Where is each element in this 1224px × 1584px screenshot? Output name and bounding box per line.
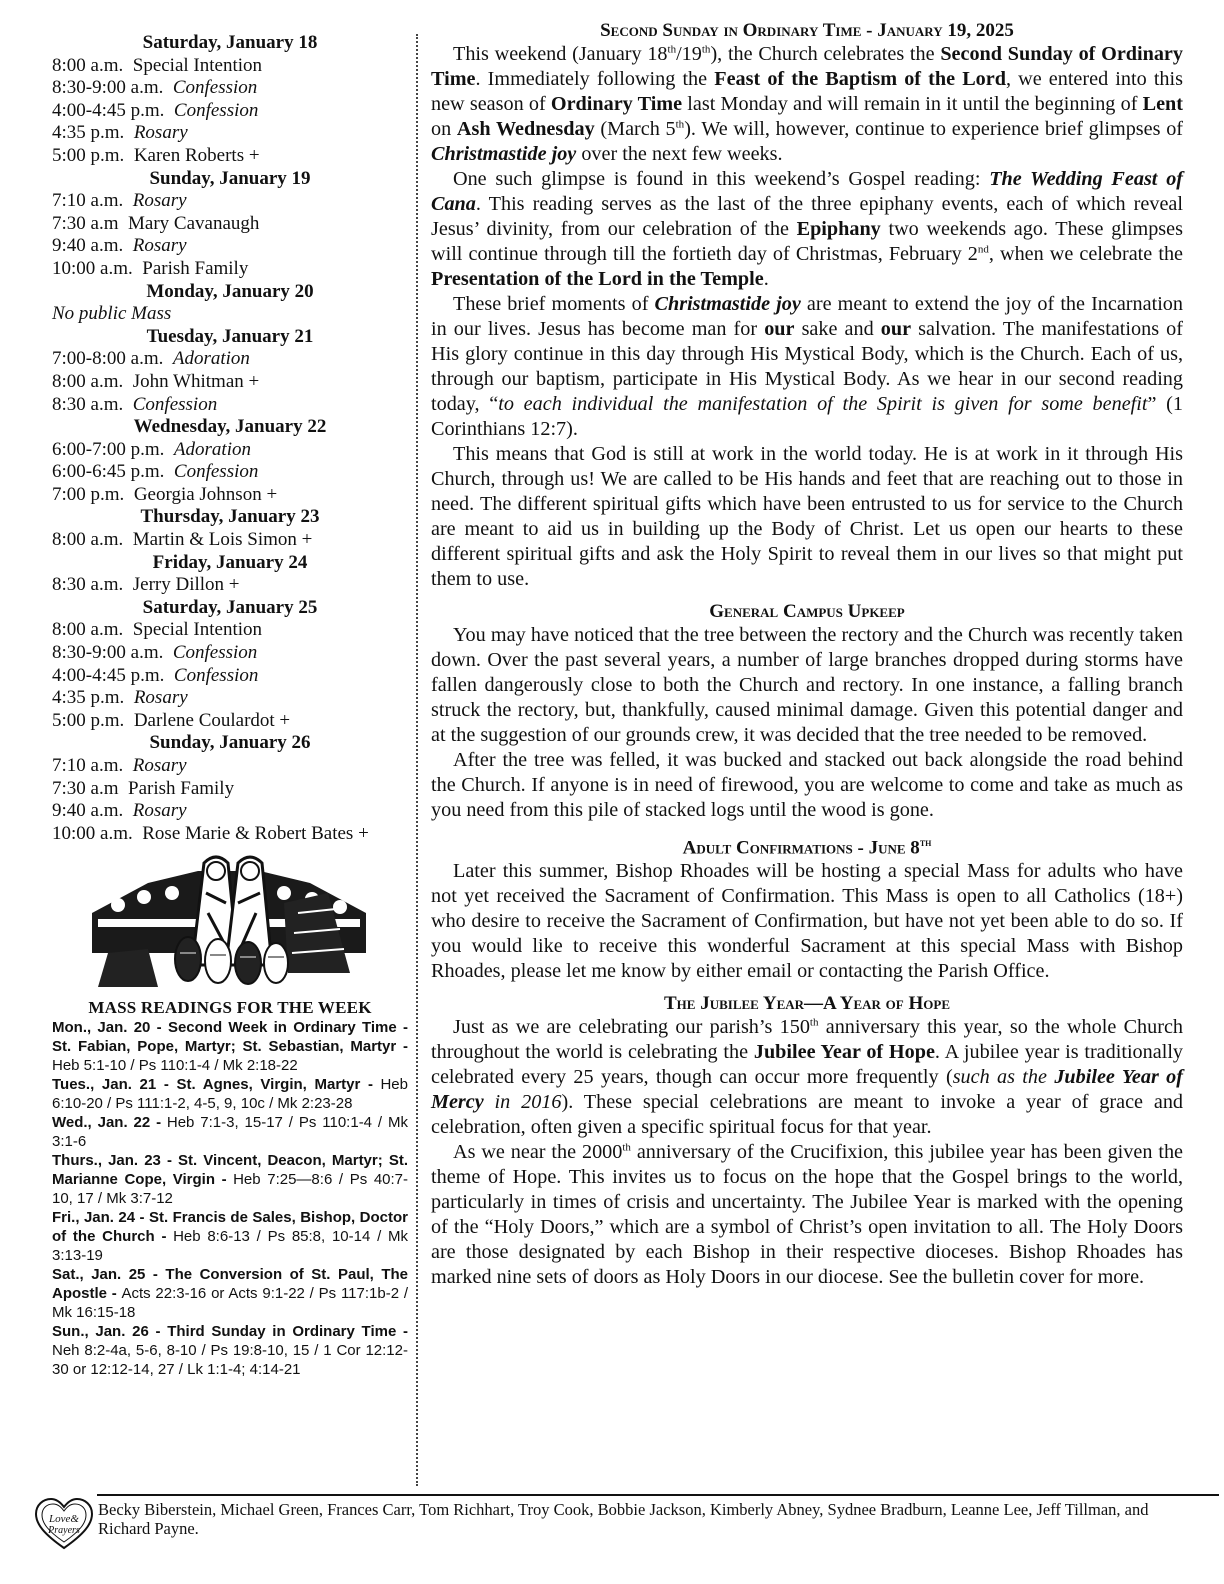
love-and-prayers-heart-logo [34, 1496, 94, 1552]
schedule-intention: Karen Roberts + [133, 144, 260, 166]
schedule-time: 6:00-6:45 p.m. [52, 461, 165, 483]
schedule-entry [52, 394, 408, 417]
schedule-time: 4:00-4:45 p.m. [52, 664, 165, 686]
schedule-time: 7:10 a.m. [52, 755, 124, 776]
reading-references: Neh 8:2-4a, 5-6, 8-10 / Ps 19:8-10, 15 / 1 Cor 12:12-30 or 12:12-14, 27 / Lk 1:1-4; 4:14-21 [52, 1342, 408, 1379]
jubilee-paragraph-1: Just as we are celebrating our parish’s 150th anniversary this year, so the whole Church throughout the world is celebrating the Jubilee Year of Hope. A jubilee year is traditionally celebrated every 25 years, though can occur more frequently (such as the Jubilee Year of Mercy in 2016). These special celebrations are meant to invoke a year of grace and celebration, often given a specific spiritual focus for that year. [431, 1016, 1184, 1139]
svg-text:Prayers: Prayers [48, 1525, 80, 1536]
schedule-time: 7:00 p.m. [52, 483, 125, 505]
schedule-time: 10:00 a.m. [52, 257, 133, 279]
schedule-time: 7:10 a.m. [52, 190, 124, 212]
schedule-entry [52, 145, 408, 168]
schedule-intention: Georgia Johnson + [133, 483, 278, 505]
schedule-day-heading: Sunday, January 26 [149, 732, 311, 754]
schedule-intention: Special Intention [132, 54, 263, 76]
schedule-entry [52, 823, 408, 846]
schedule-time: 8:00 a.m. [52, 54, 124, 76]
schedule-time: 8:00 a.m. [52, 370, 124, 392]
articles-column [431, 20, 1183, 1290]
schedule-entry [52, 190, 408, 213]
schedule-time: 7:30 a.m [52, 777, 119, 799]
schedule-day-heading: Wednesday, January 22 [133, 416, 327, 438]
second-sunday-paragraph-3: These brief moments of Christmastide joy are meant to extend the joy of the Incarnation in our lives. Jesus has become man for our sake and our salvation. The manifestations of His glory continue in this day through His Mystical Body, which is the Church. Each of us, through our baptism, participate in His Mystical Body. As we hear in our second reading today, “to each individual the manifestation of the Spirit is given for some benefit” (1 Corinthians 12:7). [431, 293, 1183, 440]
svg-text:Love&: Love& [49, 1513, 79, 1525]
schedule-entry [52, 258, 408, 281]
schedule-entry [52, 529, 408, 552]
schedule-intention: No public Mass [52, 303, 172, 325]
reading-entry [52, 1265, 408, 1322]
schedule-entry [52, 484, 408, 507]
reading-entry [52, 1151, 408, 1208]
schedule-time: 7:30 a.m [52, 212, 119, 234]
schedule-time: 9:40 a.m. [52, 235, 124, 257]
schedule-time: 5:00 p.m. [52, 709, 125, 731]
mass-schedule [52, 32, 408, 845]
schedule-entry [52, 778, 408, 801]
schedule-entry [52, 687, 408, 710]
reading-references: Heb 7:1-3, 15-17 / Ps 110:1-4 / Mk 3:1-6 [52, 1114, 408, 1151]
schedule-intention: Rosary [133, 687, 188, 709]
schedule-intention: Confession [173, 99, 259, 121]
schedule-intention: Rose Marie & Robert Bates + [142, 822, 369, 844]
schedule-entry [52, 303, 408, 326]
confirmations-paragraph-1: Later this summer, Bishop Rhoades will be hosting a special Mass for adults who have not yet received the Sacrament of Confirmation. This Mass is open to all Catholics (18+) who desire to receive the Sacrament of Confirmation, but have not yet been able to do so. If you would like to receive this wonderful Sacrament at this special Mass with Bishop Rhoades, please let me know by either email or contacting the Parish Office. [431, 860, 1183, 983]
reading-references: Heb 6:10-20 / Ps 111:1-2, 4-5, 9, 10c / Mk 2:23-28 [52, 1076, 408, 1113]
schedule-intention: Rosary [132, 190, 187, 212]
reading-heading: Wed., Jan. 22 - [52, 1114, 162, 1132]
schedule-entry [52, 710, 408, 733]
schedule-entry [52, 371, 408, 394]
schedule-entry [52, 574, 408, 597]
schedule-intention: Adoration [173, 438, 251, 460]
reading-heading: Fri., Jan. 24 - St. Francis de Sales, Bishop, Doctor of the Church - [52, 1209, 408, 1246]
schedule-time: 7:00-8:00 a.m. [52, 348, 164, 370]
schedule-entry [52, 665, 408, 688]
schedule-intention: Rosary [133, 122, 188, 144]
reading-references: Heb 5:1-10 / Ps 110:1-4 / Mk 2:18-22 [52, 1057, 298, 1075]
schedule-intention: Mary Cavanaugh [128, 212, 260, 234]
schedule-entry [52, 755, 408, 778]
mass-readings-title: MASS READINGS FOR THE WEEK [88, 998, 372, 1018]
schedule-intention: Confession [172, 642, 258, 664]
prayer-list-names: Becky Biberstein, Michael Green, Frances Carr, Tom Richhart, Troy Cook, Bobbie Jackson, Kimberly Abney, Sydnee Bradburn, Leanne Lee, Jeff Tillman, and Richard Payne. [98, 1500, 1149, 1538]
schedule-time: 8:30 a.m. [52, 393, 124, 415]
jubilee-paragraph-2: As we near the 2000th anniversary of the Crucifixion, this jubilee year has been given the theme of Hope. This invites us to focus on the hope that the Gospel brings to the world, particularly in times of crisis and uncertainty. The Jubilee Year is marked with the opening of the “Holy Doors,” which are a symbol of Christ’s open invitation to all. The Holy Doors are those designated by each Bishop in their respective dioceses. Bishop Rhoades has marked nine sets of doors as Holy Doors in our diocese. See the bulletin cover for more. [431, 1141, 1184, 1289]
reading-heading: Tues., Jan. 21 - St. Agnes, Virgin, Martyr - [52, 1076, 373, 1094]
reading-entry [52, 1322, 408, 1379]
schedule-day-heading: Thursday, January 23 [140, 506, 320, 528]
schedule-time: 5:00 p.m. [52, 144, 125, 166]
mass-schedule-column [52, 32, 408, 1379]
schedule-time: 4:00-4:45 p.m. [52, 99, 165, 121]
schedule-intention: Confession [173, 664, 259, 686]
schedule-intention: John Whitman + [132, 370, 260, 392]
schedule-time: 8:30-9:00 a.m. [52, 642, 164, 664]
campus-upkeep-paragraph-1: You may have noticed that the tree between the rectory and the Church was recently taken down. Over the past several years, a number of large branches dropped during storms have fallen dangerously close to both the Church and rectory. In one instance, a falling branch struck the rectory, but, thankfully, caused minimal damage. Given this potential danger and at the suggestion of our grounds crew, it was decided that the tree needed to be removed. [431, 624, 1183, 746]
schedule-day-heading: Saturday, January 18 [142, 32, 318, 53]
schedule-day-heading: Friday, January 24 [152, 551, 308, 573]
reading-entry [52, 1018, 408, 1075]
schedule-time: 8:00 a.m. [52, 619, 124, 641]
schedule-entry [52, 100, 408, 123]
schedule-entry [52, 348, 408, 371]
schedule-day-heading: Saturday, January 25 [142, 596, 318, 618]
schedule-intention: Rosary [132, 235, 187, 257]
confirmations-title: Adult Confirmations - June 8th [682, 837, 932, 859]
schedule-entry [52, 800, 408, 823]
reading-heading: Sun., Jan. 26 - Third Sunday in Ordinary Time - [52, 1323, 408, 1341]
schedule-entry [52, 235, 408, 258]
campus-upkeep-paragraph-2: After the tree was felled, it was bucked and stacked out back alongside the road behind the Church. If anyone is in need of firewood, you are welcome to come and take as much as you need from this pile of stacked logs until the wood is gone. [431, 749, 1183, 821]
schedule-intention: Adoration [172, 348, 250, 370]
second-sunday-paragraph-4: This means that God is still at work in the world today. He is at work in it through His Church, through us! We are called to be His hands and feet that are reaching out to those in need. The different spiritual gifts which have been entrusted to us for service to the Church are meant to aid us in building up the Body of Christ. Let us open our hearts to these different spiritual gifts and ask the Holy Spirit to reveal them in our lives so that might put them to use. [431, 443, 1183, 590]
reading-heading: Sat., Jan. 25 - The Conversion of St. Paul, The Apostle - [52, 1266, 408, 1303]
schedule-time: 4:35 p.m. [52, 122, 125, 144]
mass-readings-list [52, 1018, 408, 1379]
wedding-at-cana-illustration [88, 853, 370, 987]
reading-references: Acts 22:3-16 or Acts 9:1-22 / Ps 117:1b-2 / Mk 16:15-18 [52, 1285, 409, 1322]
schedule-time: 4:35 p.m. [52, 687, 125, 709]
schedule-entry [52, 439, 408, 462]
schedule-entry [52, 213, 408, 236]
schedule-entry [52, 55, 408, 78]
schedule-day-heading: Monday, January 20 [146, 280, 314, 302]
second-sunday-paragraph-1: This weekend (January 18th/19th), the Church celebrates the Second Sunday of Ordinary Time. Immediately following the Feast of the Baptism of the Lord, we entered into this new season of Ordinary Time last Monday and will remain in it until the beginning of Lent on Ash Wednesday (March 5th). We will, however, continue to experience brief glimpses of Christmastide joy over the next few weeks. [431, 43, 1184, 165]
reading-heading: Thurs., Jan. 23 - St. Vincent, Deacon, Martyr; St. Marianne Cope, Virgin - [52, 1152, 408, 1189]
schedule-intention: Martin & Lois Simon + [132, 529, 313, 551]
reading-heading: Mon., Jan. 20 - Second Week in Ordinary Time - St. Fabian, Pope, Martyr; St. Sebastian, Martyr - [52, 1019, 408, 1056]
column-divider [416, 34, 418, 1486]
schedule-time: 9:40 a.m. [52, 800, 124, 822]
schedule-intention: Confession [173, 461, 259, 483]
schedule-intention: Parish Family [128, 777, 235, 799]
schedule-day-heading: Tuesday, January 21 [146, 325, 314, 347]
schedule-day-heading: Sunday, January 19 [149, 167, 311, 189]
schedule-intention: Confession [132, 393, 218, 415]
reading-entry [52, 1208, 408, 1265]
schedule-time: 8:30 a.m. [52, 574, 124, 596]
schedule-intention: Rosary [132, 800, 187, 822]
reading-entry [52, 1113, 408, 1151]
schedule-entry [52, 461, 408, 484]
campus-upkeep-title: General Campus Upkeep [709, 601, 905, 622]
jubilee-title: The Jubilee Year—A Year of Hope [664, 993, 950, 1015]
schedule-time: 10:00 a.m. [52, 822, 133, 844]
schedule-intention: Rosary [132, 755, 187, 776]
schedule-time: 6:00-7:00 p.m. [52, 438, 165, 460]
footer-rule [97, 1494, 1219, 1496]
schedule-time: 8:00 a.m. [52, 529, 124, 551]
schedule-entry [52, 642, 408, 665]
second-sunday-paragraph-2: One such glimpse is found in this weekend’s Gospel reading: The Wedding Feast of Cana. This reading serves as the last of the three epiphany events, each of which reveal Jesus’ divinity, from our celebration of the Epiphany two weekends ago. These glimpses will continue through till the fortieth day of Christmas, February 2nd, when we celebrate the Presentation of the Lord in the Temple. [431, 168, 1184, 290]
schedule-entry [52, 122, 408, 145]
schedule-entry [52, 77, 408, 100]
reading-entry [52, 1075, 408, 1113]
reading-references: Heb 7:25—8:6 / Ps 40:7-10, 17 / Mk 3:7-12 [52, 1171, 409, 1208]
reading-references: Heb 8:6-13 / Ps 85:8, 10-14 / Mk 3:13-19 [52, 1228, 409, 1265]
schedule-time: 8:30-9:00 a.m. [52, 77, 164, 99]
schedule-intention: Jerry Dillon + [132, 574, 240, 596]
schedule-entry [52, 619, 408, 642]
schedule-intention: Special Intention [132, 619, 263, 641]
second-sunday-title: Second Sunday in Ordinary Time - January 19, 2025 [600, 20, 1014, 41]
schedule-intention: Confession [172, 77, 258, 99]
schedule-intention: Darlene Coulardot + [133, 709, 291, 731]
schedule-intention: Parish Family [142, 257, 249, 279]
